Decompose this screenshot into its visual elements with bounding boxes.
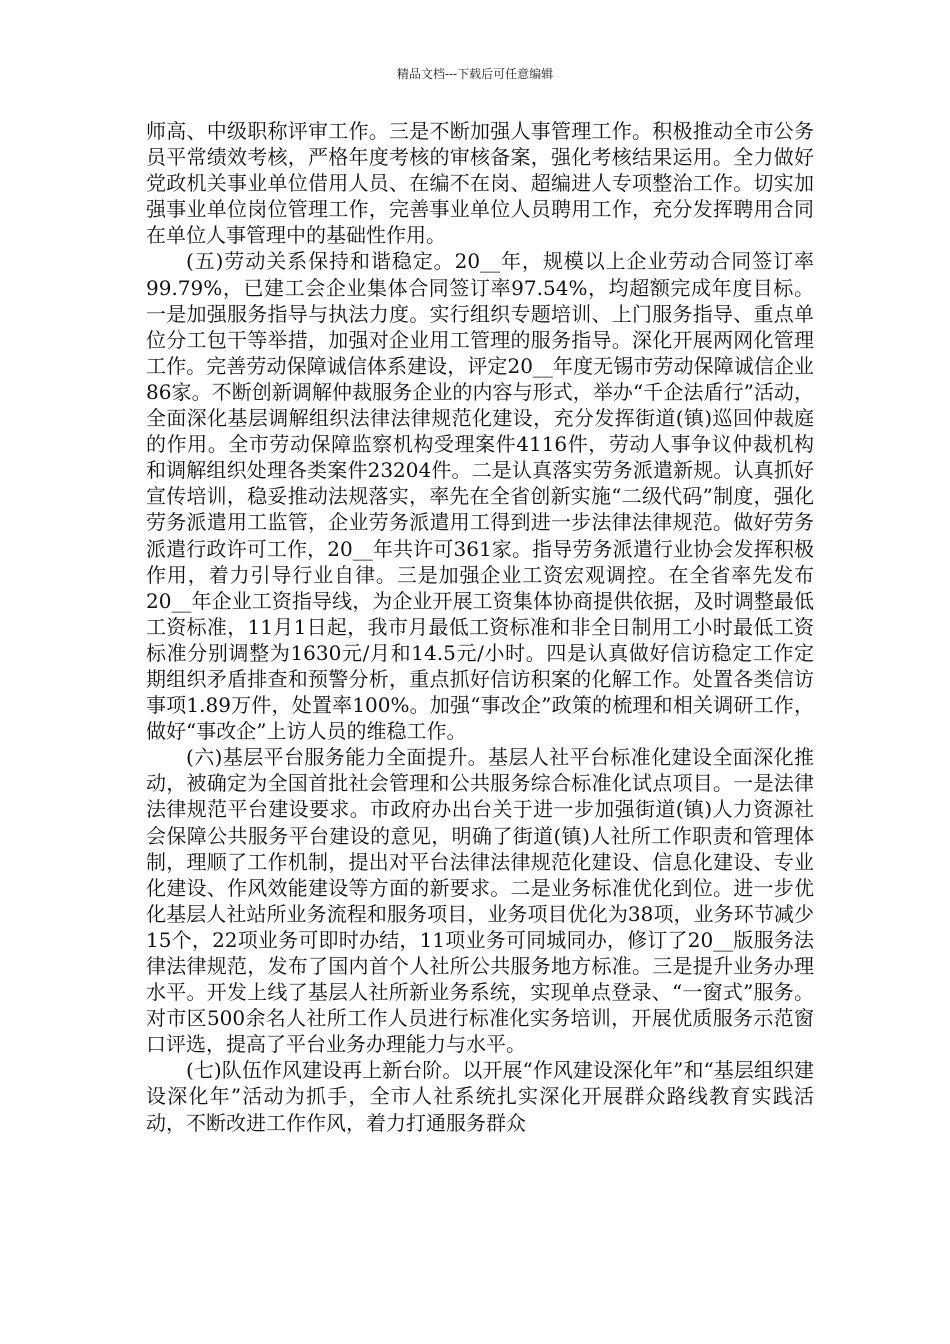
document-body: [146, 118, 814, 1136]
paragraph-labor-relations: (五)劳动关系保持和谐稳定。20__年，规模以上企业劳动合同签订率99.79%，已建工会企业集体合同签订率97.54%，均超额完成年度目标。一是加强服务指导与执法力度。实行组织专题培训、上门服务指导、重点单位分工包干等举措，加强对企业用工管理的服务指导。深化开展两网化管理工作。完善劳动保障诚信体系建设，评定20__年度无锡市劳动保障诚信企业86家。不断创新调解仲裁服务企业的内容与形式，举办“千企法盾行”活动，全面深化基层调解组织法律法律规范化建设，充分发挥街道(镇)巡回仲裁庭的作用。全市劳动保障监察机构受理案件4116件，劳动人事争议仲裁机构和调解组织处理各类案件23204件。二是认真落实劳务派遣新规。认真抓好宣传培训，稳妥推动法规落实，率先在全省创新实施“二级代码”制度，强化劳务派遣用工监管，企业劳务派遣用工得到进一步法律法律规范。做好劳务派遣行政许可工作，20__年共许可361家。指导劳务派遣行业协会发挥积极作用，着力引导行业自律。三是加强企业工资宏观调控。在全省率先发布20__年企业工资指导线，为企业开展工资集体协商提供依据，及时调整最低工资标准，11月1日起，我市月最低工资标准和非全日制用工小时最低工资标准分别调整为1630元/月和14.5元/小时。四是认真做好信访稳定工作定期组织矛盾排查和预警分析，重点抓好信访积案的化解工作。处置各类信访事项1.89万件，处置率100%。加强“事改企”政策的梳理和相关调研工作，做好“事改企”上访人员的维稳工作。: [146, 249, 814, 744]
paragraph-team-style: (七)队伍作风建设再上新台阶。以开展“作风建设深化年”和“基层组织建设深化年”活动为抓手，全市人社系统扎实深化开展群众路线教育实践活动，不断改进工作作风，着力打通服务群众: [146, 1058, 814, 1135]
paragraph-grassroots-platform: (六)基层平台服务能力全面提升。基层人社平台标准化建设全面深化推动，被确定为全国首批社会管理和公共服务综合标准化试点项目。一是法律法律规范平台建设要求。市政府办出台关于进一步加强街道(镇)人力资源社会保障公共服务平台建设的意见，明确了街道(镇)人社所工作职责和管理体制，理顺了工作机制，提出对平台法律法律规范化建设、信息化建设、专业化建设、作风效能建设等方面的新要求。二是业务标准优化到位。进一步优化基层人社站所业务流程和服务项目，业务项目优化为38项，业务环节减少15个，22项业务可即时办结，11项业务可同城同办，修订了20__版服务法律法律规范，发布了国内首个人社所公共服务地方标准。三是提升业务办理水平。开发上线了基层人社所新业务系统，实现单点登录、“一窗式”服务。对市区500余名人社所工作人员进行标准化实务培训，开展优质服务示范窗口评选，提高了平台业务办理能力与水平。: [146, 745, 814, 1057]
page-header: 精品文档---下载后可任意编辑: [396, 67, 554, 81]
paragraph-continuation: 师高、中级职称评审工作。三是不断加强人事管理工作。积极推动全市公务员平常绩效考核，严格年度考核的审核备案，强化考核结果运用。全力做好党政机关事业单位借用人员、在编不在岗、超编进人专项整治工作。切实加强事业单位岗位管理工作，完善事业单位人员聘用工作，充分发挥聘用合同在单位人事管理中的基础性作用。: [146, 119, 814, 248]
